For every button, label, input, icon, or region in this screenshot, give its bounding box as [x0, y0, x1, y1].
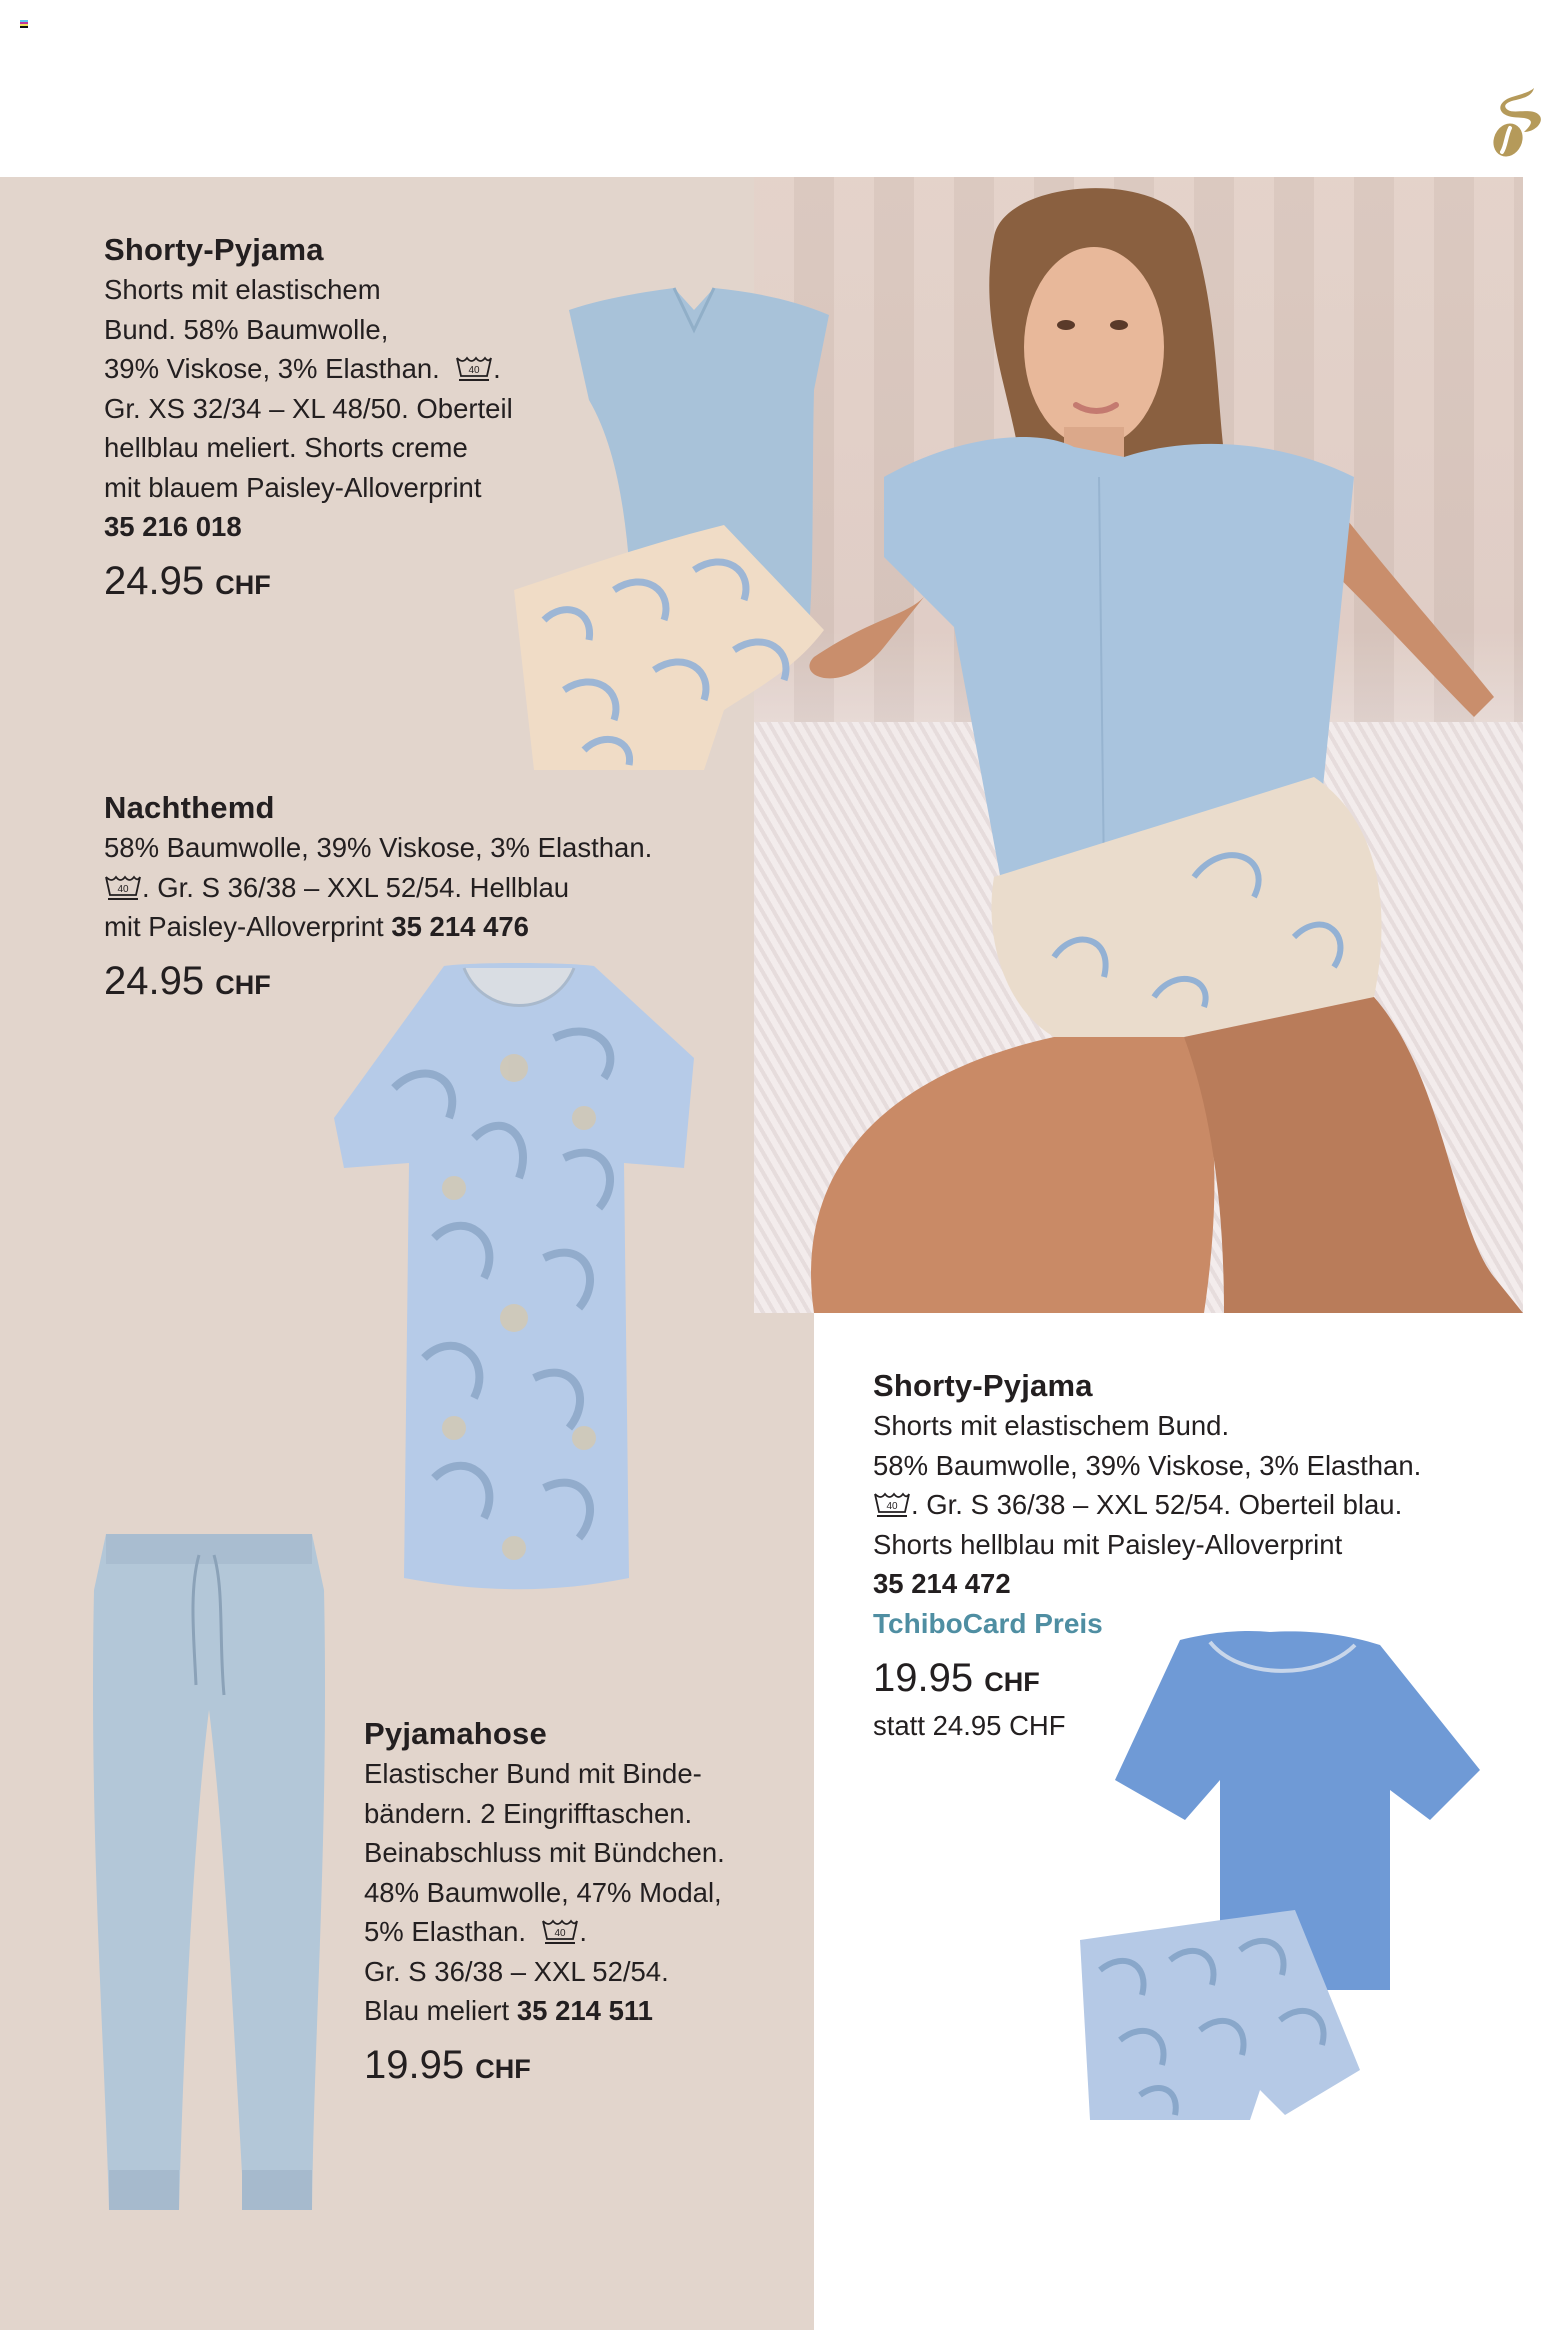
desc-line: hellblau meliert. Shorts creme	[104, 432, 468, 463]
product-title: Nachthemd	[104, 790, 275, 825]
price-value: 24.95	[104, 958, 205, 1003]
desc-line: Bund. 58% Baumwolle,	[104, 313, 389, 345]
product-title: Pyjamahose	[364, 1716, 547, 1751]
product-image-nachthemd[interactable]	[334, 958, 704, 1598]
tchibocard-price-label: TchiboCard Preis	[873, 1607, 1103, 1639]
price-value: 24.95	[104, 558, 205, 603]
desc-text: 39% Viskose, 3% Elasthan.	[104, 353, 440, 384]
desc-line: Gr. XS 32/34 – XL 48/50. Oberteil	[104, 392, 513, 424]
desc-line	[104, 868, 724, 908]
wash-40-icon	[104, 873, 142, 901]
desc-line: mit blauem Paisley-Alloverprint	[104, 471, 482, 503]
desc-line: Elastischer Bund mit Binde-	[364, 1758, 702, 1789]
product-title: Shorty-Pyjama	[873, 1368, 1093, 1403]
wash-40-icon	[541, 1917, 579, 1945]
product-pyjamahose	[364, 1714, 784, 2095]
desc-line: Gr. S 36/38 – XXL 52/54.	[364, 1955, 669, 1987]
price	[104, 555, 564, 611]
price-currency: CHF	[475, 2053, 531, 2084]
product-description	[104, 828, 724, 947]
product-description	[364, 1754, 784, 2031]
product-image-shorty-pyjama-blue[interactable]	[1070, 1620, 1490, 2130]
product-title: Shorty-Pyjama	[104, 232, 324, 267]
article-number: 35 214 511	[516, 1995, 653, 2026]
product-shorty-pyjama-cream	[104, 230, 564, 611]
print-color-mark	[20, 20, 28, 28]
price-currency: CHF	[215, 969, 271, 1000]
price-currency: CHF	[984, 1666, 1040, 1697]
product-description	[104, 270, 564, 547]
article-number: 35 214 472	[873, 1568, 1011, 1599]
article-number: 35 214 476	[391, 911, 529, 942]
original-price: statt 24.95 CHF	[873, 1709, 1066, 1741]
desc-line: 48% Baumwolle, 47% Modal,	[364, 1876, 722, 1908]
desc-text: 5% Elasthan.	[364, 1916, 527, 1947]
desc-text: Blau meliert	[364, 1995, 510, 2026]
desc-line: Shorts hellblau mit Paisley-Alloverprint	[873, 1528, 1343, 1560]
desc-text: mit Paisley-Alloverprint	[104, 911, 384, 942]
desc-line: bändern. 2 Eingrifftaschen.	[364, 1797, 693, 1829]
desc-line: Shorts mit elastischem	[104, 274, 381, 305]
desc-line: 58% Baumwolle, 39% Viskose, 3% Elasthan.	[104, 832, 653, 863]
desc-period: .	[579, 1916, 587, 1947]
desc-line	[104, 349, 564, 389]
desc-text: . Gr. S 36/38 – XXL 52/54. Oberteil blau.	[911, 1489, 1403, 1520]
desc-line	[873, 1485, 1513, 1525]
desc-line: 58% Baumwolle, 39% Viskose, 3% Elasthan.	[873, 1449, 1422, 1481]
wash-40-icon	[873, 1490, 911, 1518]
desc-line	[364, 1991, 784, 2031]
svg-text:40: 40	[117, 883, 129, 895]
desc-period: .	[493, 353, 501, 384]
price-value: 19.95	[364, 2042, 465, 2087]
svg-text:40: 40	[886, 1501, 898, 1512]
article-number: 35 216 018	[104, 511, 242, 542]
price-currency: CHF	[215, 569, 271, 600]
tchibo-logo-icon[interactable]	[1480, 88, 1550, 160]
wash-40-icon	[455, 354, 493, 382]
desc-text: . Gr. S 36/38 – XXL 52/54. Hellblau	[142, 871, 570, 903]
price	[364, 2039, 784, 2095]
svg-text:40: 40	[468, 365, 480, 376]
product-image-pyjamahose[interactable]	[84, 1530, 334, 2220]
desc-line: Shorts mit elastischem Bund.	[873, 1410, 1230, 1441]
desc-line	[104, 907, 724, 947]
price-value: 19.95	[873, 1655, 974, 1700]
desc-line: Beinabschluss mit Bündchen.	[364, 1837, 725, 1868]
desc-line	[364, 1912, 784, 1952]
product-description	[873, 1406, 1513, 1604]
svg-text:40: 40	[554, 1928, 566, 1939]
